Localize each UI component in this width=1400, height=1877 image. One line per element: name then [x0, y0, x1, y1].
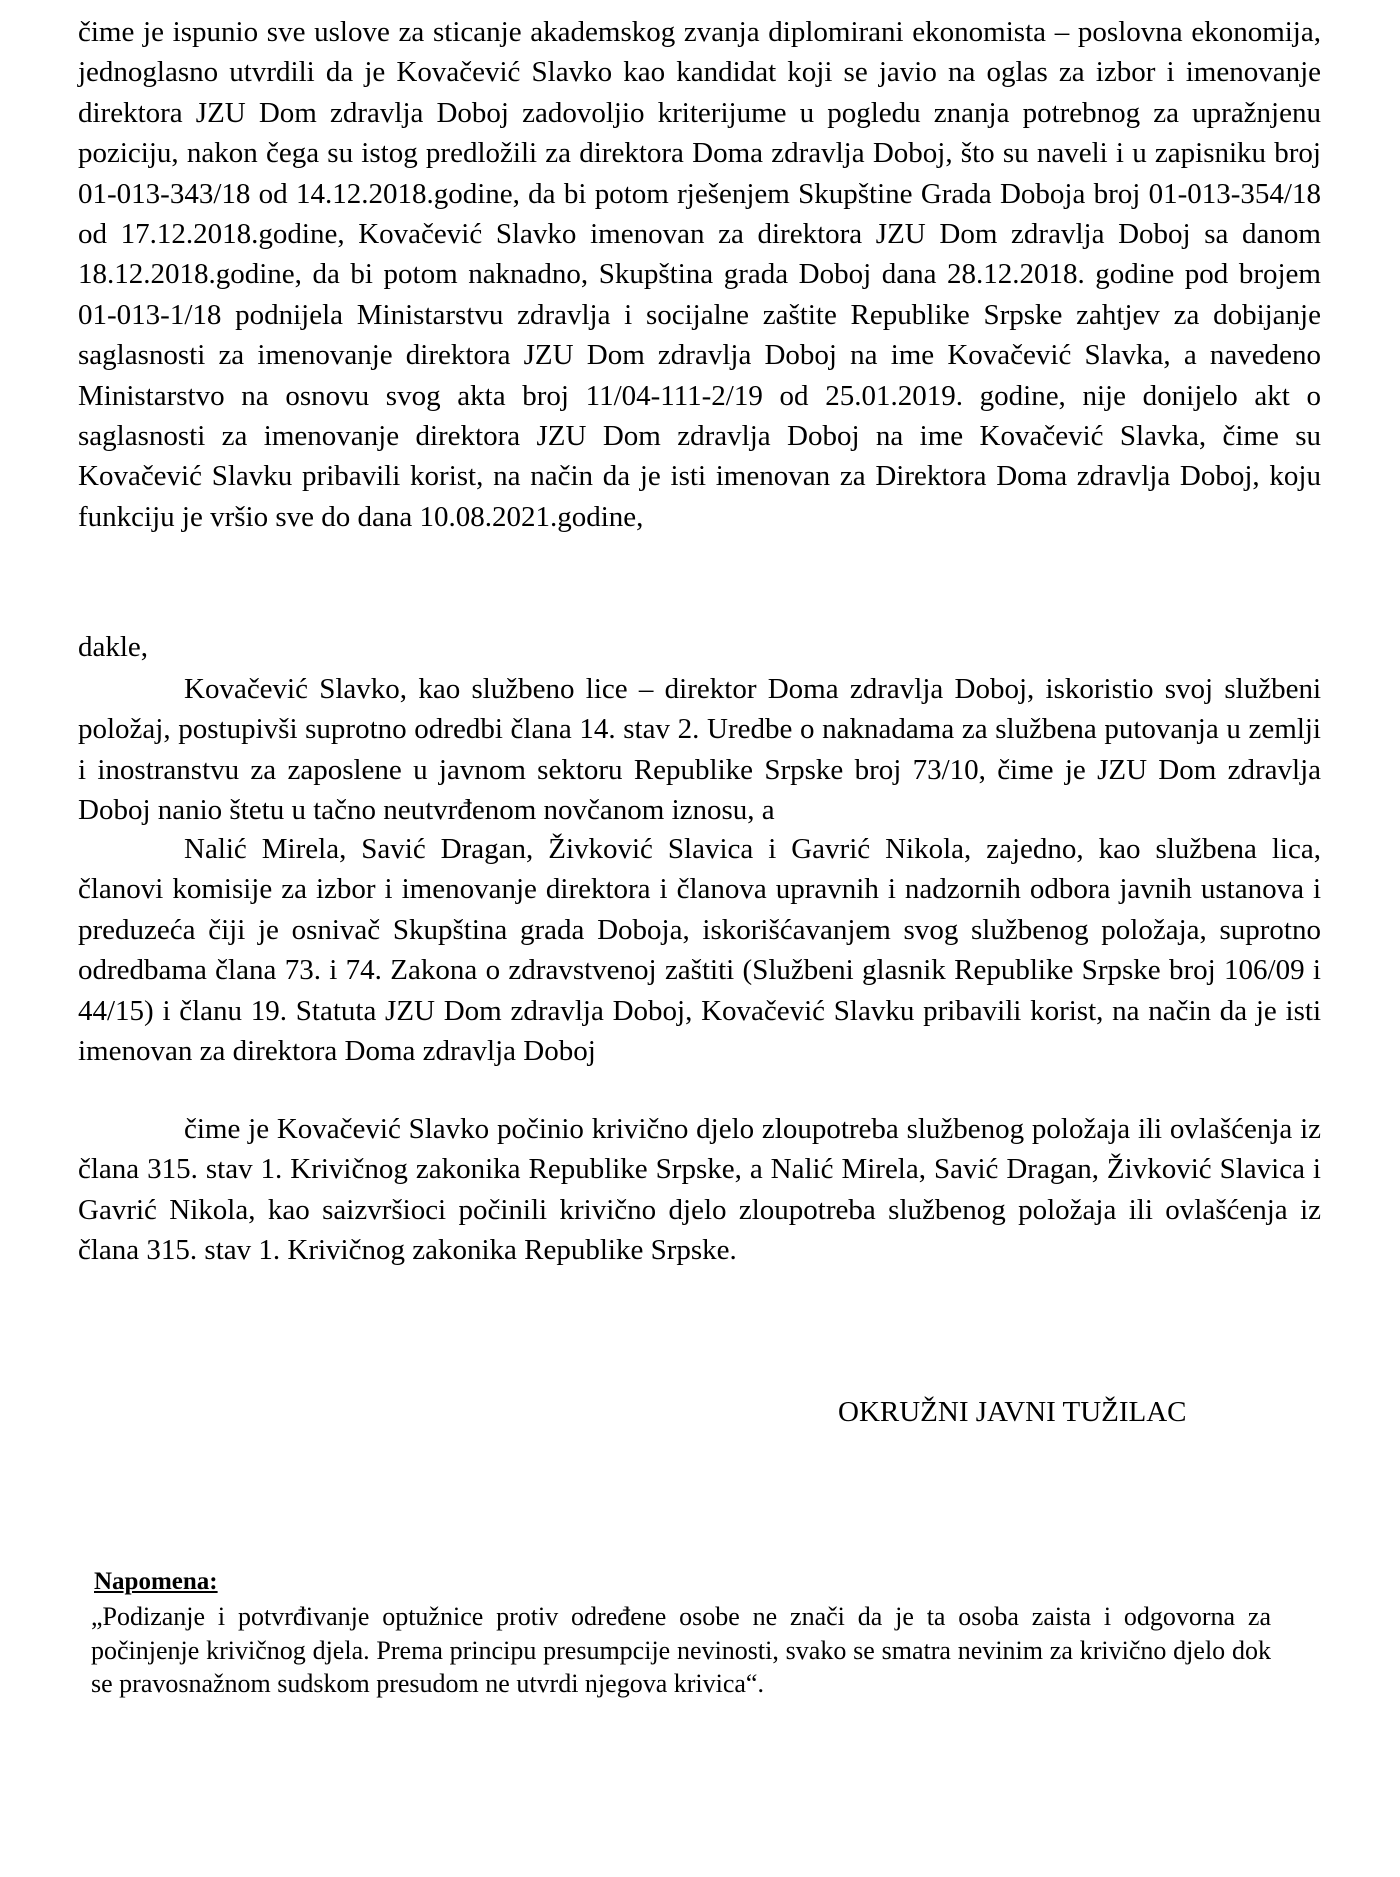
paragraph-appointment-details: čime je ispunio sve uslove za sticanje akademskog zvanja diplomirani ekonomista – poslovna ekonomija, jednoglasno utvrdili da je Kovačević Slavko kao kandidat koji se javio na oglas za izbor i imenovanje direktora JZU Dom zdravlja Doboj zadovoljio kriterijume u pogledu znanja potrebnog za upražnjenu poziciju, nakon čega su istog predložili za direktora Doma zdravlja Doboj, što su naveli i u zapisniku broj 01-013-343/18 od 14.12.2018.godine, da bi potom rješenjem Skupštine Grada Doboja broj 01-013-354/18 od 17.12.2018.godine, Kovačević Slavko imenovan za direktora JZU Dom zdravlja Doboj sa danom 18.12.2018.godine, da bi potom naknadno, Skupština grada Doboj dana 28.12.2018. godine pod brojem 01-013-1/18 podnijela Ministarstvu zdravlja i socijalne zaštite Republike Srpske zahtjev za dobijanje saglasnosti za imenovanje direktora JZU Dom zdravlja Doboj na ime Kovačević Slavka, a navedeno Ministarstvo na osnovu svog akta broj 11/04-111-2/19 od 25.01.2019. godine, nije donijelo akt o saglasnosti za imenovanje direktora JZU Dom zdravlja Doboj na ime Kovačević Slavka, čime su Kovačević Slavku pribavili korist, na način da je isti imenovan za Direktora Doma zdravlja Doboj, koju funkciju je vršio sve do dana 10.08.2021.godine, [78, 16, 1321, 533]
note-heading: Napomena: [94, 1568, 218, 1595]
paragraph-criminal-offense: čime je Kovačević Slavko počinio krivično djelo zloupotreba službenog položaja ili ovlašćenja iz člana 315. stav 1. Krivičnog zakonika Republike Srpske, a Nalić Mirela, Savić Dragan, Živković Slavica i Gavrić Nikola, kao saizvršioci počinili krivično djelo zloupotreba službenog položaja ili ovlašćenja iz člana 315. stav 1. Krivičnog zakonika Republike Srpske. [78, 1113, 1321, 1267]
prosecutor-signature-title: OKRUŽNI JAVNI TUŽILAC [838, 1396, 1187, 1428]
paragraph-dakle: dakle, [78, 631, 149, 663]
paragraph-commission-charge: Nalić Mirela, Savić Dragan, Živković Slavica i Gavrić Nikola, zajedno, kao službena lica, članovi komisije za izbor i imenovanje direktora i članova upravnih i nadzornih odbora javnih ustanova i preduzeća čiji je osnivač Skupština grada Doboja, iskorišćavanjem svog službenog položaja, suprotno odredbama člana 73. i 74. Zakona o zdravstvenoj zaštiti (Službeni glasnik Republike Srpske broj 106/09 i 44/15) i članu 19. Statuta JZU Dom zdravlja Doboj, Kovačević Slavku pribavili korist, na način da je isti imenovan za direktora Doma zdravlja Doboj [78, 833, 1321, 1068]
note-text: „Podizanje i potvrđivanje optužnice protiv određene osobe ne znači da je ta osoba zaista i odgovorna za počinjenje krivičnog djela. Prema principu presumpcije nevinosti, svako se smatra nevinim za krivično djelo dok se pravosnažnom sudskom presudom ne utvrdi njegova krivica“. [91, 1602, 1271, 1698]
paragraph-director-charge: Kovačević Slavko, kao službeno lice – direktor Doma zdravlja Doboj, iskoristio svoj službeni položaj, postupivši suprotno odredbi člana 14. stav 2. Uredbe o naknadama za službena putovanja u zemlji i inostranstvu za zaposlene u javnom sektoru Republike Srpske broj 73/10, čime je JZU Dom zdravlja Doboj nanio štetu u tačno neutvrđenom novčanom iznosu, a [78, 673, 1321, 827]
